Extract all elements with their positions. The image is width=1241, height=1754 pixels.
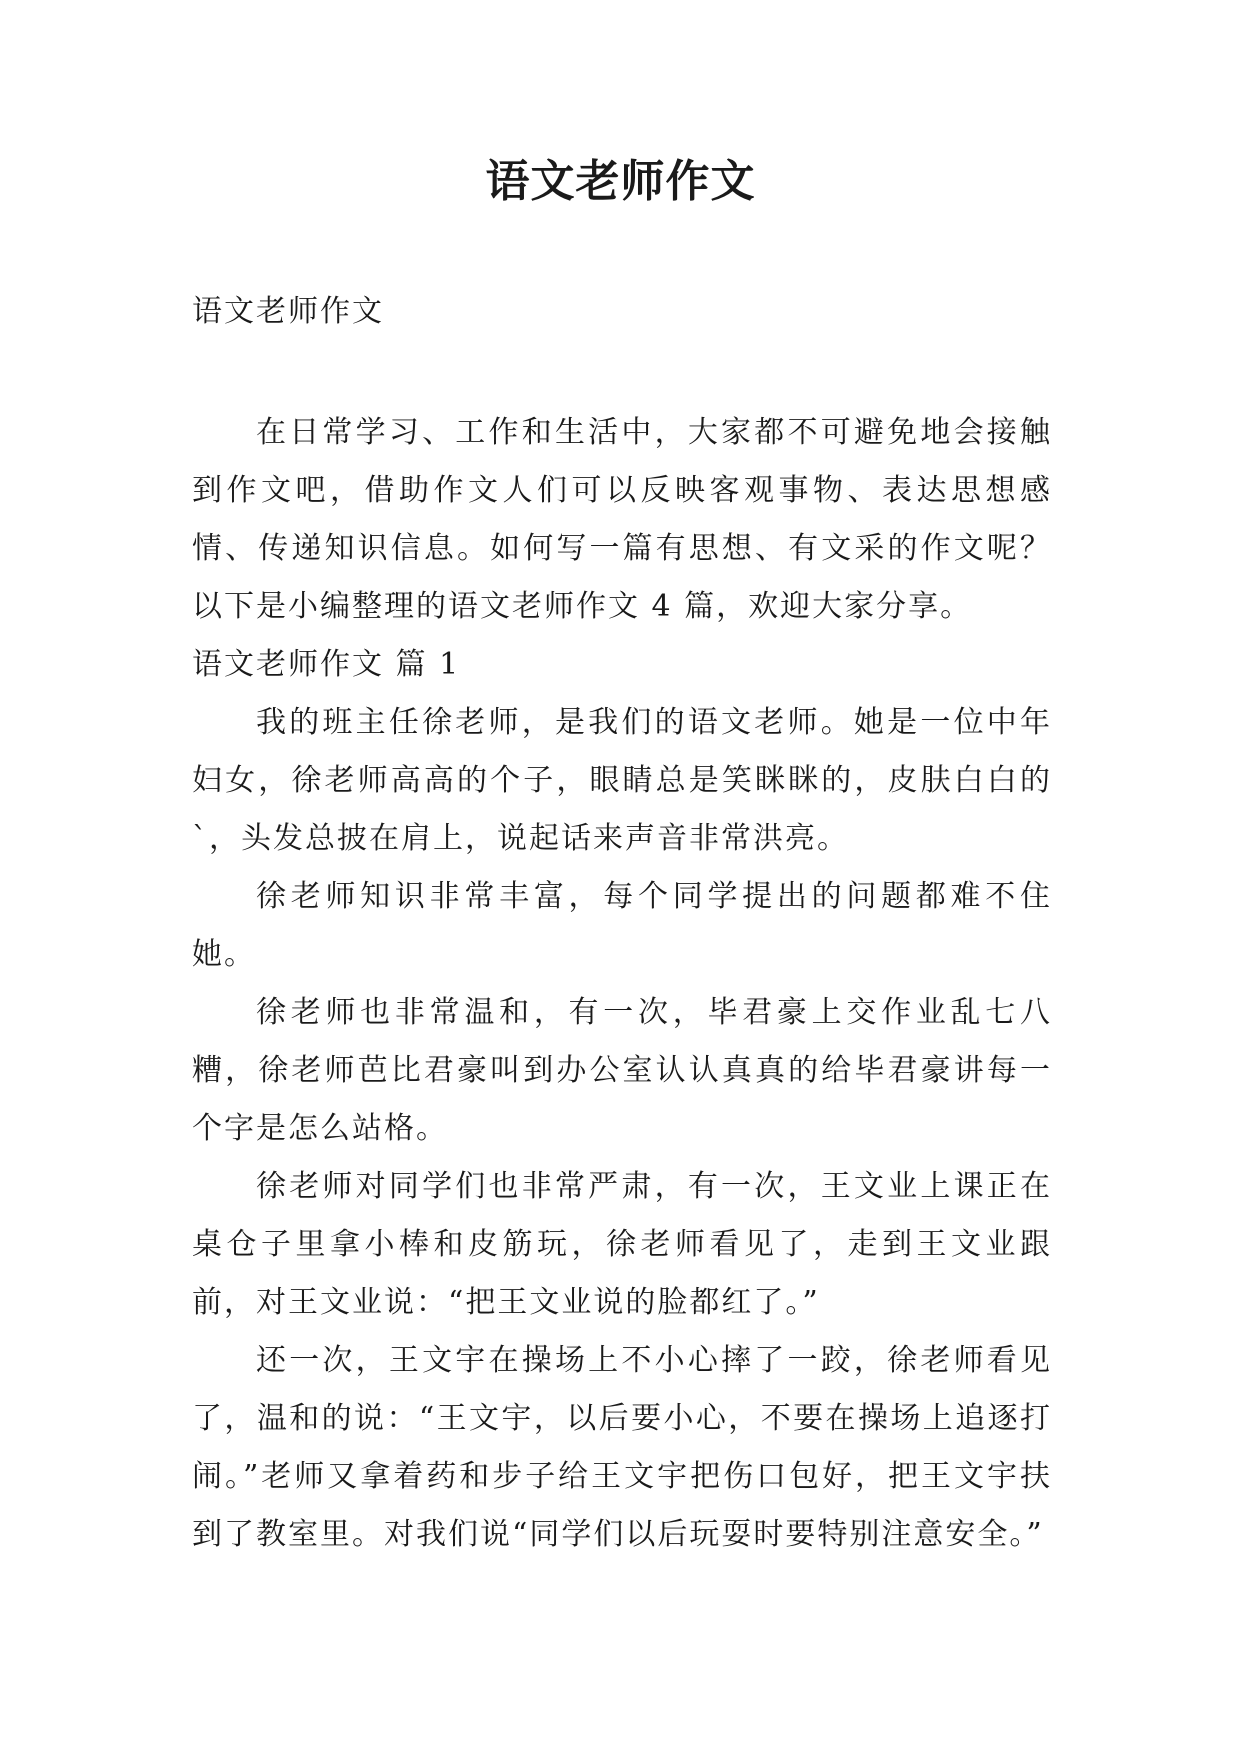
paragraph-intro: 在日常学习、工作和生活中，大家都不可避免地会接触到作文吧，借助作文人们可以反映客观事物、表达思想感情、传递知识信息。如何写一篇有思想、有文采的作文呢？以下是小编整理的语文老师作文 4 篇，欢迎大家分享。 <box>192 415 1052 624</box>
document-subtitle: 语文老师作文 <box>192 294 384 329</box>
paragraph: 还一次，王文宇在操场上不小心摔了一跤，徐老师看见了，温和的说：“王文宇，以后要小心，不要在操场上追逐打闹。”老师又拿着药和步子给王文宇把伤口包好，把王文宇扶到了教室里。对我们说“同学们以后玩耍时要特别注意安全。” <box>192 1343 1052 1552</box>
paragraph: 我的班主任徐老师，是我们的语文老师。她是一位中年妇女，徐老师高高的个子，眼睛总是笑眯眯的，皮肤白白的`，头发总披在肩上，说起话来声音非常洪亮。 <box>192 705 1052 856</box>
document-title: 语文老师作文 <box>485 156 756 207</box>
paragraph: 徐老师知识非常丰富，每个同学提出的问题都难不住她。 <box>192 879 1052 972</box>
paragraph: 徐老师对同学们也非常严肃，有一次，王文业上课正在桌仓子里拿小棒和皮筋玩，徐老师看见了，走到王文业跟前，对王文业说：“把王文业说的脸都红了。” <box>192 1169 1052 1320</box>
paragraph: 徐老师也非常温和，有一次，毕君豪上交作业乱七八糟，徐老师芭比君豪叫到办公室认认真真的给毕君豪讲每一个字是怎么站格。 <box>192 995 1052 1146</box>
document-body <box>192 404 1052 1564</box>
section-heading: 语文老师作文 篇 1 <box>192 647 461 682</box>
